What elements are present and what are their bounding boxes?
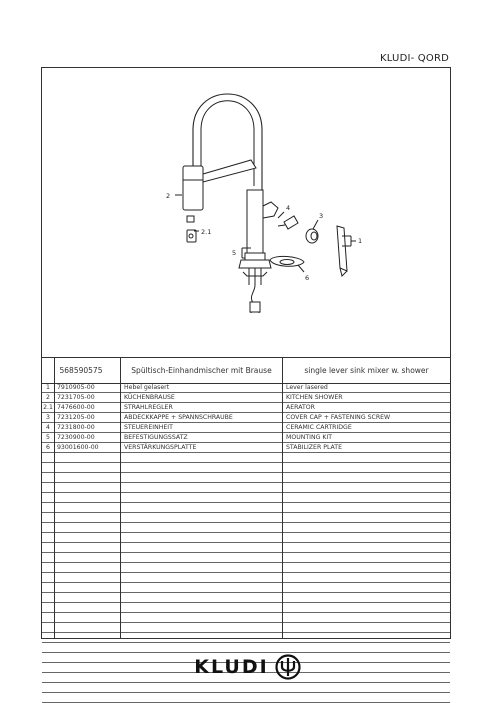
aerator: [187, 216, 194, 222]
part-number: 7231205-00: [57, 414, 95, 421]
table-row: [42, 443, 450, 453]
table-row: [42, 433, 450, 443]
empty-table-row: [42, 453, 450, 463]
part-number: 93001600-00: [57, 444, 99, 451]
empty-table-row: [42, 473, 450, 483]
empty-table-row: [42, 463, 450, 473]
part-name-de: Hebel gelasert: [124, 384, 170, 391]
empty-table-row: [42, 583, 450, 593]
empty-table-row: [42, 513, 450, 523]
brand-logo: [0, 652, 495, 682]
part-number: 7476600-00: [57, 404, 95, 411]
part-number: 7231800-00: [57, 424, 95, 431]
part-name-en: Lever lasered: [286, 384, 328, 391]
callout-5: 5: [232, 249, 237, 257]
table-row: [42, 423, 450, 433]
empty-table-row: [42, 633, 450, 643]
part-position: 2: [46, 394, 50, 401]
empty-table-row: [42, 593, 450, 603]
part-position: 1: [46, 384, 50, 391]
empty-table-row: [42, 493, 450, 503]
empty-table-row: [42, 523, 450, 533]
empty-table-row: [42, 573, 450, 583]
table-row: [42, 413, 450, 423]
product-name-en: single lever sink mixer w. shower: [304, 365, 429, 375]
column-divider: [282, 357, 283, 638]
empty-table-row: [42, 683, 450, 693]
part-number: 7910905-00: [57, 384, 95, 391]
part-name-de: ABDECKKAPPE + SPANNSCHRAUBE: [124, 414, 233, 421]
part-name-en: KITCHEN SHOWER: [286, 394, 343, 401]
part-name-en: CERAMIC CARTRIDGE: [286, 424, 352, 431]
part-name-en: COVER CAP + FASTENING SCREW: [286, 414, 391, 421]
faucet-body: [247, 190, 263, 260]
table-row: [42, 403, 450, 413]
part-name-en: AERATOR: [286, 404, 315, 411]
empty-table-row: [42, 693, 450, 703]
part-position: 2.1: [43, 404, 53, 411]
empty-table-row: [42, 503, 450, 513]
ceramic-cartridge: [284, 216, 298, 229]
callout-2: 2: [166, 192, 171, 200]
callout-1: 1: [358, 237, 363, 245]
part-position: 5: [46, 434, 50, 441]
part-number: 7231705-00: [57, 394, 95, 401]
callout-4: 4: [286, 204, 291, 212]
part-number: 7230900-00: [57, 434, 95, 441]
empty-table-row: [42, 483, 450, 493]
empty-table-row: [42, 533, 450, 543]
empty-table-row: [42, 563, 450, 573]
column-divider: [54, 357, 55, 638]
callout-6: 6: [305, 274, 310, 282]
shower-head: [183, 166, 203, 210]
empty-table-row: [42, 613, 450, 623]
part-position: 6: [46, 444, 50, 451]
part-position: 3: [46, 414, 50, 421]
part-name-en: STABILIZER PLATE: [286, 444, 342, 451]
document-title: KLUDI- QORD: [380, 53, 449, 64]
faucet-exploded-drawing: [42, 68, 450, 357]
holder-arm: [203, 160, 256, 182]
lever: [337, 226, 347, 271]
base-flange: [239, 260, 271, 268]
empty-table-row: [42, 623, 450, 633]
table-row: [42, 383, 450, 393]
empty-table-row: [42, 543, 450, 553]
brand-wordmark: KLUDI: [194, 656, 269, 678]
spare-parts-sheet: [41, 67, 451, 639]
cover-cap: [306, 229, 318, 243]
exploded-view-drawing: [42, 68, 450, 358]
callout-3: 3: [319, 212, 324, 220]
article-number: 568590575: [59, 365, 103, 375]
kludi-emblem-icon: [275, 654, 301, 680]
callout-2-1: 2.1: [201, 228, 212, 236]
part-name-de: STRAHLREGLER: [124, 404, 173, 411]
part-name-de: BEFESTIGUNGSSATZ: [124, 434, 188, 441]
parts-table-header: [42, 357, 450, 384]
column-divider: [120, 357, 121, 638]
part-name-de: VERSTÄRKUNGSPLATTE: [124, 444, 197, 451]
empty-table-row: [42, 553, 450, 563]
part-position: 4: [46, 424, 50, 431]
part-name-en: MOUNTING KIT: [286, 434, 333, 441]
table-row: [42, 393, 450, 403]
part-name-de: KÜCHENBRAUSE: [124, 394, 175, 401]
empty-table-row: [42, 603, 450, 613]
product-name-de: Spültisch-Einhandmischer mit Brause: [131, 365, 272, 375]
part-name-de: STEUEREINHEIT: [124, 424, 173, 431]
